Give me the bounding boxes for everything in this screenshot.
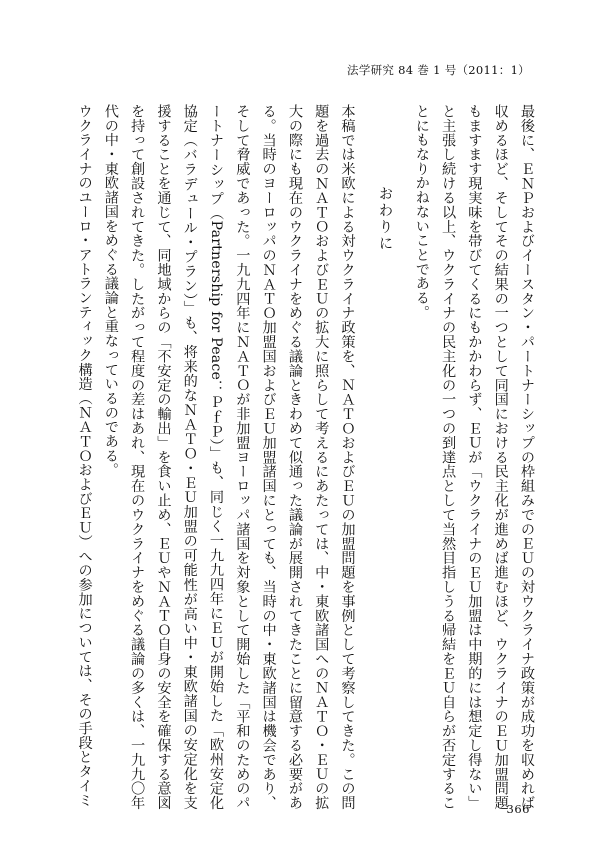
paragraph-conclusion-of-previous-section: 最後に、ＥＮＰおよびイースタン・パートナーシップの枠組みでのＥＵの対ウクライナ政策が成功を収めれば収めるほど、そしてその結果の一つとして同国における民主化が進めば進むほど、ウクライナのＥＵ加盟問題もますます現実味を帯びてくるにもかかわらず、ＥＵが「ウクライナのＥＵ加盟は中期的には想定し得ない」と主張し続ける以上、ウクライナの民主化の一つの到達点として当然目指しうる帰結をＥＵ自らが否定することにもなりかねないことである。 — [413, 104, 535, 810]
section-heading: おわりに — [376, 186, 393, 252]
paragraph-conclusion-intro: 本稿では米欧による対ウクライナ政策を、ＮＡＴＯおよびＥＵの加盟問題を事例として考察してきた。この問題を過去のＮＡＴＯおよびＥＵの拡大に照らして考えるにあたっては、中・東欧諸国へのＮＡＴＯ・ＥＵの拡大の際にも現在のウクライナをめぐる議論ときわめて似通った議論が展開されてきたことに留意する必要がある。当時のヨーロッパのＮＡＴＯ加盟国およびＥＵ加盟諸国にとっても、当時の中・東欧諸国は機会であり、そして脅威であった。一九九四年にＮＡＴＯが非加盟ヨーロッパ諸国を対象として開始した「平和のためのパートナーシップ（Partnership for Peace：ＰｆＰ）」も、同じく一九九四年にＥＵが開始した「欧州安定化協定（バラデュール・プラン）」も、将来的なＮＡＴＯ・ＥＵ加盟の可能性が高い中・東欧諸国の安定化を支援することを通じて、同地域からの「不安定の輸出」を食い止め、ＥＵやＮＡＴＯ自身の安全を確保する意図を持って創設されてきた。したがって程度の差はあれ、現在のウクライナをめぐる議論の多くは、一九九〇年代の中・東欧諸国をめぐる議論と重なっているのである。 — [102, 104, 356, 810]
page-number: 366 — [506, 802, 530, 816]
running-header: 法学研究 84 巻 1 号（2011：1） — [347, 63, 530, 77]
body-text-column-block — [68, 104, 540, 810]
paragraph-conclusion-continued: ウクライナのユーロ・アトランティック構造（ＮＡＴＯおよびＥＵ）への参加については、その手段とタイミ — [76, 104, 93, 808]
